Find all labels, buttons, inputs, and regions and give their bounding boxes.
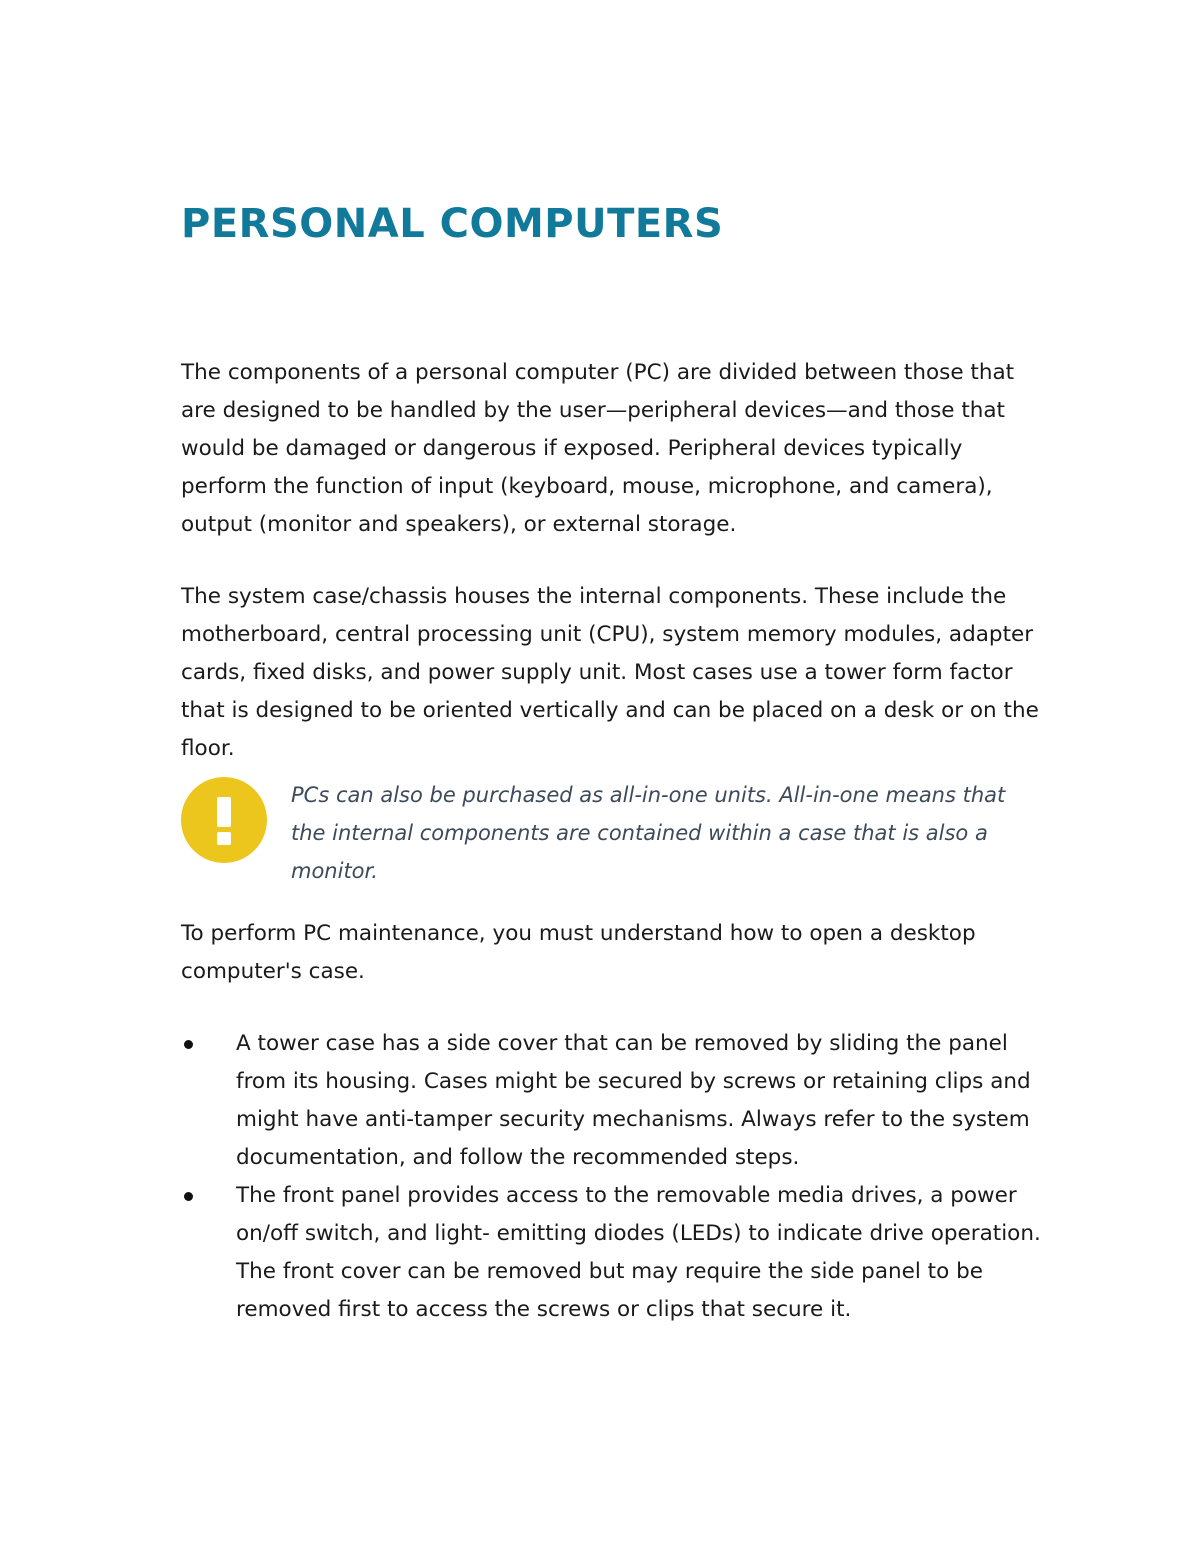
note-callout	[181, 774, 1041, 883]
list-item-text: A tower case has a side cover that can be removed by sliding the panel from its housing. Cases might be secured by screws or retaining clips and might have anti-tamper security mechanisms. Always refer to the system documentation, and follow the recommended steps.	[236, 1031, 1031, 1170]
intro-paragraph: The components of a personal computer (PC) are divided between those that are designed to be handled by the user—peripheral devices—and those that would be damaged or dangerous if exposed. Peripheral devices typically perform the function of input (keyboard, mouse, microphone, and camera), output (monitor and speakers), or external storage.	[181, 360, 1015, 537]
list-item	[181, 1177, 1041, 1329]
system-case-paragraph: The system case/chassis houses the internal components. These include the motherboard, central processing unit (CPU), system memory modules, adapter cards, fixed disks, and power supply unit. Most cases use a tower form factor that is designed to be oriented vertically and can be placed on a desk or on the floor.	[181, 584, 1039, 761]
bullet-dot-icon	[184, 1192, 193, 1201]
bullet-dot-icon	[184, 1040, 193, 1049]
list-item	[181, 1025, 1041, 1177]
exclamation-warning-icon	[181, 777, 267, 863]
maintenance-paragraph: To perform PC maintenance, you must understand how to open a desktop computer's case.	[181, 921, 976, 984]
page-title: PERSONAL COMPUTERS	[181, 201, 724, 247]
list-item-text: The front panel provides access to the removable media drives, a power on/off switch, and light- emitting diodes (LEDs) to indicate drive operation. The front cover can be removed but may require the side panel to be removed first to access the screws or clips that secure it.	[236, 1183, 1041, 1322]
bullet-list	[181, 1025, 1041, 1329]
note-text: PCs can also be purchased as all-in-one units. All-in-one means that the internal components are contained within a case that is also a monitor.	[291, 783, 1006, 883]
